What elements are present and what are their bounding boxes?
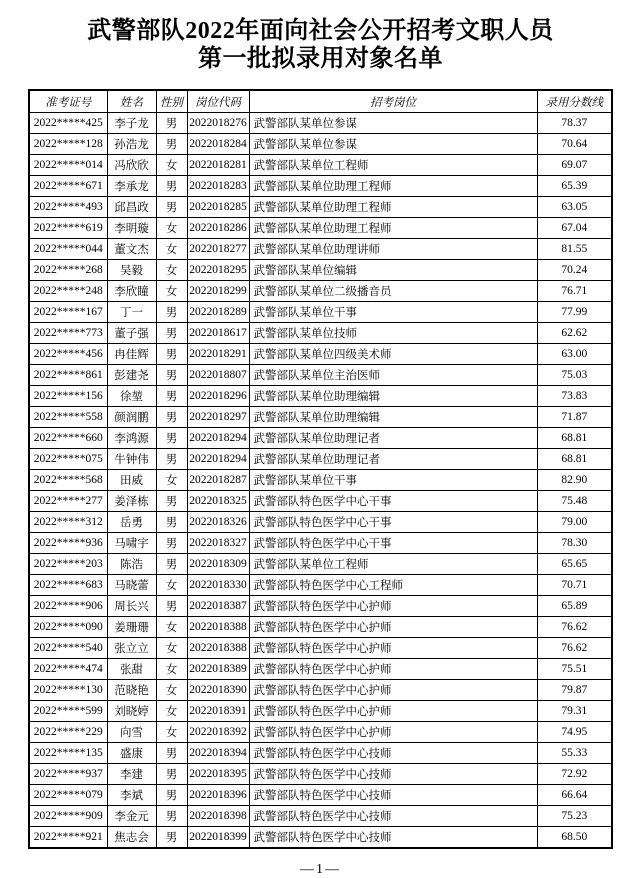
cell-score: 81.55 [537,239,612,260]
cell-position: 武警部队特色医学中心技师 [249,743,537,764]
cell-ticket-number: 2022*****135 [29,743,107,764]
cell-position: 武警部队某单位参谋 [249,113,537,134]
table-row [29,134,612,155]
cell-position-code: 2022018617 [187,323,249,344]
table-row [29,449,612,470]
table-row [29,239,612,260]
cell-position: 武警部队特色医学中心工程师 [249,575,537,596]
cell-ticket-number: 2022*****683 [29,575,107,596]
cell-position: 武警部队某单位助理编辑 [249,407,537,428]
cell-gender: 男 [156,554,187,575]
cell-position-code: 2022018327 [187,533,249,554]
cell-name: 冉佳辉 [107,344,156,365]
cell-name: 田威 [107,470,156,491]
cell-score: 65.89 [537,596,612,617]
column-header: 岗位代码 [187,90,249,113]
cell-name: 冯欣欣 [107,155,156,176]
cell-position-code: 2022018395 [187,764,249,785]
cell-ticket-number: 2022*****312 [29,512,107,533]
cell-ticket-number: 2022*****906 [29,596,107,617]
cell-position: 武警部队某单位工程师 [249,554,537,575]
cell-position-code: 2022018281 [187,155,249,176]
cell-name: 姜珊珊 [107,617,156,638]
table-row [29,701,612,722]
cell-gender: 男 [156,596,187,617]
cell-ticket-number: 2022*****075 [29,449,107,470]
cell-score: 75.51 [537,659,612,680]
table-row [29,302,612,323]
cell-position: 武警部队某单位干事 [249,470,537,491]
cell-gender: 男 [156,533,187,554]
cell-ticket-number: 2022*****268 [29,260,107,281]
cell-name: 牛钟伟 [107,449,156,470]
cell-position: 武警部队特色医学中心干事 [249,491,537,512]
cell-score: 62.62 [537,323,612,344]
cell-score: 77.99 [537,302,612,323]
cell-name: 刘晓婷 [107,701,156,722]
table-row [29,428,612,449]
table-row [29,722,612,743]
cell-name: 马啸宇 [107,533,156,554]
cell-name: 马晓蕾 [107,575,156,596]
cell-score: 65.39 [537,176,612,197]
cell-name: 邱昌政 [107,197,156,218]
cell-position-code: 2022018287 [187,470,249,491]
cell-ticket-number: 2022*****921 [29,827,107,849]
cell-position-code: 2022018387 [187,596,249,617]
table-row [29,470,612,491]
cell-position-code: 2022018326 [187,512,249,533]
cell-name: 张立立 [107,638,156,659]
cell-score: 79.31 [537,701,612,722]
cell-name: 董子强 [107,323,156,344]
cell-position: 武警部队特色医学中心技师 [249,806,537,827]
cell-gender: 男 [156,785,187,806]
cell-gender: 女 [156,617,187,638]
cell-position-code: 2022018297 [187,407,249,428]
cell-score: 76.62 [537,638,612,659]
cell-gender: 男 [156,764,187,785]
cell-position-code: 2022018398 [187,806,249,827]
cell-gender: 女 [156,218,187,239]
cell-gender: 女 [156,575,187,596]
cell-name: 向雪 [107,722,156,743]
cell-name: 姜泽栋 [107,491,156,512]
cell-gender: 男 [156,806,187,827]
cell-position: 武警部队特色医学中心护师 [249,659,537,680]
cell-position: 武警部队某单位助理工程师 [249,218,537,239]
cell-score: 63.05 [537,197,612,218]
cell-gender: 男 [156,302,187,323]
cell-position: 武警部队特色医学中心技师 [249,785,537,806]
cell-position: 武警部队特色医学中心护师 [249,680,537,701]
cell-ticket-number: 2022*****540 [29,638,107,659]
cell-position: 武警部队特色医学中心技师 [249,764,537,785]
cell-ticket-number: 2022*****203 [29,554,107,575]
cell-position: 武警部队某单位参谋 [249,134,537,155]
cell-position-code: 2022018284 [187,134,249,155]
cell-score: 63.00 [537,344,612,365]
cell-gender: 女 [156,638,187,659]
column-header: 录用分数线 [537,90,612,113]
cell-position: 武警部队某单位四级美术师 [249,344,537,365]
cell-name: 李承龙 [107,176,156,197]
cell-name: 张甜 [107,659,156,680]
cell-position-code: 2022018388 [187,638,249,659]
cell-position: 武警部队某单位助理记者 [249,449,537,470]
column-header: 姓名 [107,90,156,113]
table-row [29,218,612,239]
cell-gender: 男 [156,365,187,386]
cell-position: 武警部队特色医学中心干事 [249,533,537,554]
cell-position-code: 2022018388 [187,617,249,638]
cell-score: 75.48 [537,491,612,512]
cell-gender: 男 [156,176,187,197]
cell-position-code: 2022018299 [187,281,249,302]
cell-score: 67.04 [537,218,612,239]
cell-position: 武警部队某单位编辑 [249,260,537,281]
cell-position: 武警部队特色医学中心技师 [249,827,537,849]
cell-position: 武警部队特色医学中心干事 [249,512,537,533]
cell-name: 李鸿源 [107,428,156,449]
cell-name: 岳勇 [107,512,156,533]
table-row [29,491,612,512]
table-row [29,659,612,680]
table-header [29,90,612,113]
cell-gender: 男 [156,323,187,344]
cell-position-code: 2022018807 [187,365,249,386]
cell-name: 彭建尧 [107,365,156,386]
cell-ticket-number: 2022*****128 [29,134,107,155]
column-header: 招考岗位 [249,90,537,113]
table-row [29,113,612,134]
table-row [29,281,612,302]
cell-ticket-number: 2022*****090 [29,617,107,638]
cell-position: 武警部队某单位二级播音员 [249,281,537,302]
cell-score: 72.92 [537,764,612,785]
cell-score: 82.90 [537,470,612,491]
table-row [29,533,612,554]
table-row [29,197,612,218]
cell-ticket-number: 2022*****229 [29,722,107,743]
cell-position: 武警部队某单位助理编辑 [249,386,537,407]
title-line-1: 武警部队2022年面向社会公开招考文职人员 [87,18,554,44]
table-row [29,785,612,806]
cell-name: 李欣瞳 [107,281,156,302]
cell-position-code: 2022018396 [187,785,249,806]
table-body [29,113,612,849]
table-row [29,827,612,849]
cell-score: 79.87 [537,680,612,701]
cell-ticket-number: 2022*****773 [29,323,107,344]
cell-position: 武警部队某单位主治医师 [249,365,537,386]
cell-name: 周长兴 [107,596,156,617]
cell-score: 66.64 [537,785,612,806]
cell-score: 70.71 [537,575,612,596]
cell-gender: 男 [156,386,187,407]
cell-gender: 男 [156,512,187,533]
table-row [29,806,612,827]
cell-ticket-number: 2022*****558 [29,407,107,428]
cell-gender: 女 [156,659,187,680]
cell-position: 武警部队特色医学中心护师 [249,617,537,638]
cell-ticket-number: 2022*****456 [29,344,107,365]
table-row [29,512,612,533]
cell-score: 79.00 [537,512,612,533]
table-row [29,743,612,764]
cell-gender: 男 [156,449,187,470]
cell-gender: 女 [156,680,187,701]
table-row [29,407,612,428]
cell-position-code: 2022018286 [187,218,249,239]
cell-ticket-number: 2022*****937 [29,764,107,785]
cell-gender: 男 [156,827,187,849]
cell-score: 69.07 [537,155,612,176]
cell-gender: 女 [156,281,187,302]
table-row [29,176,612,197]
cell-name: 盛康 [107,743,156,764]
table-row [29,638,612,659]
cell-name: 李明璇 [107,218,156,239]
cell-name: 吴毅 [107,260,156,281]
cell-score: 68.81 [537,428,612,449]
cell-name: 李斌 [107,785,156,806]
cell-gender: 男 [156,344,187,365]
cell-name: 焦志会 [107,827,156,849]
cell-gender: 男 [156,743,187,764]
cell-ticket-number: 2022*****909 [29,806,107,827]
cell-position-code: 2022018389 [187,659,249,680]
cell-gender: 男 [156,428,187,449]
cell-ticket-number: 2022*****425 [29,113,107,134]
cell-position-code: 2022018391 [187,701,249,722]
cell-name: 丁一 [107,302,156,323]
cell-ticket-number: 2022*****248 [29,281,107,302]
cell-score: 76.71 [537,281,612,302]
table-row [29,155,612,176]
table-row [29,365,612,386]
cell-position: 武警部队某单位技师 [249,323,537,344]
cell-ticket-number: 2022*****660 [29,428,107,449]
cell-score: 74.95 [537,722,612,743]
table-row [29,596,612,617]
table-row [29,344,612,365]
cell-name: 颜润鹏 [107,407,156,428]
cell-score: 70.64 [537,134,612,155]
cell-position: 武警部队某单位助理工程师 [249,197,537,218]
cell-name: 徐堃 [107,386,156,407]
cell-score: 68.81 [537,449,612,470]
table-row [29,617,612,638]
cell-gender: 男 [156,491,187,512]
cell-ticket-number: 2022*****671 [29,176,107,197]
cell-ticket-number: 2022*****130 [29,680,107,701]
cell-position-code: 2022018399 [187,827,249,849]
cell-position-code: 2022018277 [187,239,249,260]
cell-position-code: 2022018294 [187,428,249,449]
table-row [29,680,612,701]
cell-score: 73.83 [537,386,612,407]
cell-position-code: 2022018295 [187,260,249,281]
column-header: 准考证号 [29,90,107,113]
cell-position-code: 2022018291 [187,344,249,365]
cell-position-code: 2022018296 [187,386,249,407]
title-line-2: 第一批拟录用对象名单 [198,46,443,72]
cell-ticket-number: 2022*****156 [29,386,107,407]
cell-gender: 女 [156,260,187,281]
cell-position-code: 2022018285 [187,197,249,218]
cell-gender: 女 [156,701,187,722]
cell-position: 武警部队某单位干事 [249,302,537,323]
roster-table [28,89,613,849]
cell-position-code: 2022018394 [187,743,249,764]
cell-position: 武警部队特色医学中心护师 [249,638,537,659]
cell-name: 董文杰 [107,239,156,260]
header-row [29,90,612,113]
cell-ticket-number: 2022*****014 [29,155,107,176]
cell-position-code: 2022018330 [187,575,249,596]
cell-gender: 女 [156,239,187,260]
cell-position-code: 2022018309 [187,554,249,575]
cell-position-code: 2022018276 [187,113,249,134]
cell-ticket-number: 2022*****277 [29,491,107,512]
cell-position-code: 2022018283 [187,176,249,197]
table-row [29,554,612,575]
table-row [29,386,612,407]
cell-position-code: 2022018390 [187,680,249,701]
page-number: —1— [300,862,341,877]
cell-score: 76.62 [537,617,612,638]
cell-position: 武警部队某单位助理工程师 [249,176,537,197]
cell-score: 75.23 [537,806,612,827]
cell-score: 70.24 [537,260,612,281]
cell-score: 68.50 [537,827,612,849]
cell-gender: 男 [156,197,187,218]
cell-score: 71.87 [537,407,612,428]
column-header: 性别 [156,90,187,113]
cell-name: 李金元 [107,806,156,827]
table-row [29,764,612,785]
cell-name: 李子龙 [107,113,156,134]
cell-ticket-number: 2022*****474 [29,659,107,680]
cell-ticket-number: 2022*****044 [29,239,107,260]
cell-position: 武警部队某单位助理记者 [249,428,537,449]
cell-position: 武警部队特色医学中心护师 [249,596,537,617]
cell-position: 武警部队特色医学中心护师 [249,722,537,743]
cell-name: 李建 [107,764,156,785]
table-row [29,260,612,281]
cell-ticket-number: 2022*****936 [29,533,107,554]
cell-score: 65.65 [537,554,612,575]
table-row [29,575,612,596]
cell-position-code: 2022018325 [187,491,249,512]
cell-score: 78.30 [537,533,612,554]
cell-gender: 男 [156,113,187,134]
cell-position: 武警部队特色医学中心护师 [249,701,537,722]
cell-gender: 女 [156,155,187,176]
cell-ticket-number: 2022*****167 [29,302,107,323]
cell-gender: 男 [156,407,187,428]
cell-name: 孙浩龙 [107,134,156,155]
cell-position-code: 2022018392 [187,722,249,743]
cell-position: 武警部队某单位工程师 [249,155,537,176]
cell-gender: 女 [156,470,187,491]
cell-ticket-number: 2022*****493 [29,197,107,218]
cell-name: 范晓艳 [107,680,156,701]
cell-ticket-number: 2022*****568 [29,470,107,491]
cell-ticket-number: 2022*****861 [29,365,107,386]
cell-position-code: 2022018289 [187,302,249,323]
cell-ticket-number: 2022*****079 [29,785,107,806]
cell-ticket-number: 2022*****619 [29,218,107,239]
cell-score: 55.33 [537,743,612,764]
cell-score: 75.03 [537,365,612,386]
cell-gender: 男 [156,134,187,155]
table-row [29,323,612,344]
cell-position: 武警部队某单位助理讲师 [249,239,537,260]
cell-ticket-number: 2022*****599 [29,701,107,722]
cell-name: 陈浩 [107,554,156,575]
cell-score: 78.37 [537,113,612,134]
document-title [0,0,641,73]
cell-gender: 女 [156,722,187,743]
cell-position-code: 2022018294 [187,449,249,470]
